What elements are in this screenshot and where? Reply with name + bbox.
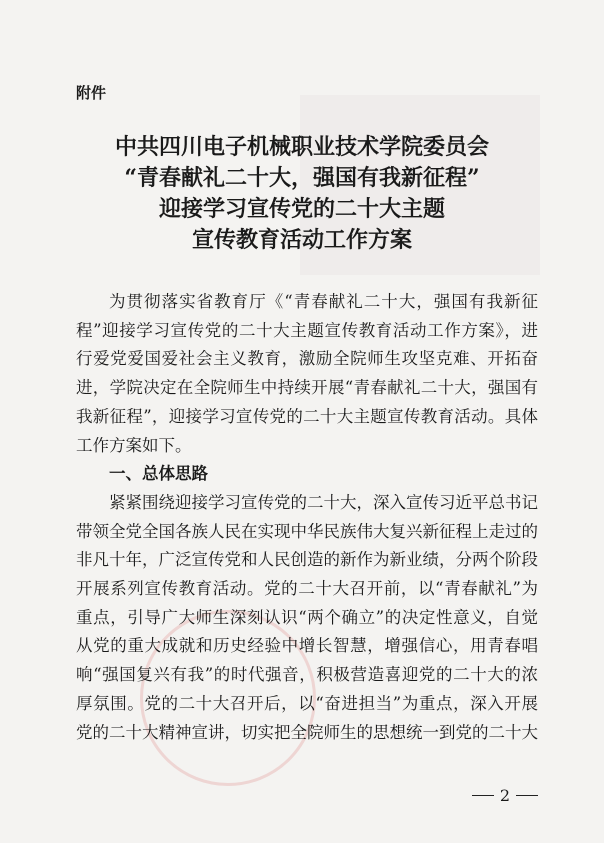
page-number bbox=[472, 786, 538, 805]
title-line-4: 宣传教育活动工作方案 bbox=[191, 227, 412, 253]
page-number-dash-left bbox=[472, 795, 494, 796]
title-line-2: “青春献礼二十大，强国有我新征程” bbox=[124, 165, 480, 191]
page-number-value: 2 bbox=[499, 786, 510, 805]
page-number-dash-right bbox=[516, 795, 538, 796]
title-line-1: 中共四川电子机械职业技术学院委员会 bbox=[114, 134, 489, 160]
section-paragraph: 紧紧围绕迎接学习宣传党的二十大，深入宣传习近平总书记带领全党全国各族人民在实现中华民族伟大复兴新征程上走过的非凡十年，广泛宣传党和人民创造的新作为新业绩，分两个阶段开展系列宣传教育活动。党的二十大召开前，以“青春献礼”为重点，引导广大师生深刻认识“两个确立”的决定性意义，自觉从党的重大成就和历史经验中增长智慧，增强信心，用青春唱响“强国复兴有我”的时代强音，积极营造喜迎党的二十大的浓厚氛围。党的二十大召开后，以“奋进担当”为重点，深入开展党的二十大精神宣讲，切实把全院师生的思想统一到党的二十大 bbox=[76, 492, 538, 742]
attachment-label: 附件 bbox=[76, 84, 107, 102]
document-title bbox=[40, 132, 564, 256]
document-body bbox=[76, 288, 538, 747]
title-line-3: 迎接学习宣传党的二十大主题 bbox=[158, 196, 445, 222]
intro-paragraph: 为贯彻落实省教育厅《“青春献礼二十大，强国有我新征程”迎接学习宣传党的二十大主题宣传教育活动工作方案》，进行爱党爱国爱社会主义教育，激励全院师生攻坚克难、开拓奋进，学院决定在全院师生中持续开展“青春献礼二十大，强国有我新征程”，迎接学习宣传党的二十大主题宣传教育活动。具体工作方案如下。 bbox=[76, 292, 538, 455]
section-heading: 一、总体思路 bbox=[109, 464, 208, 484]
